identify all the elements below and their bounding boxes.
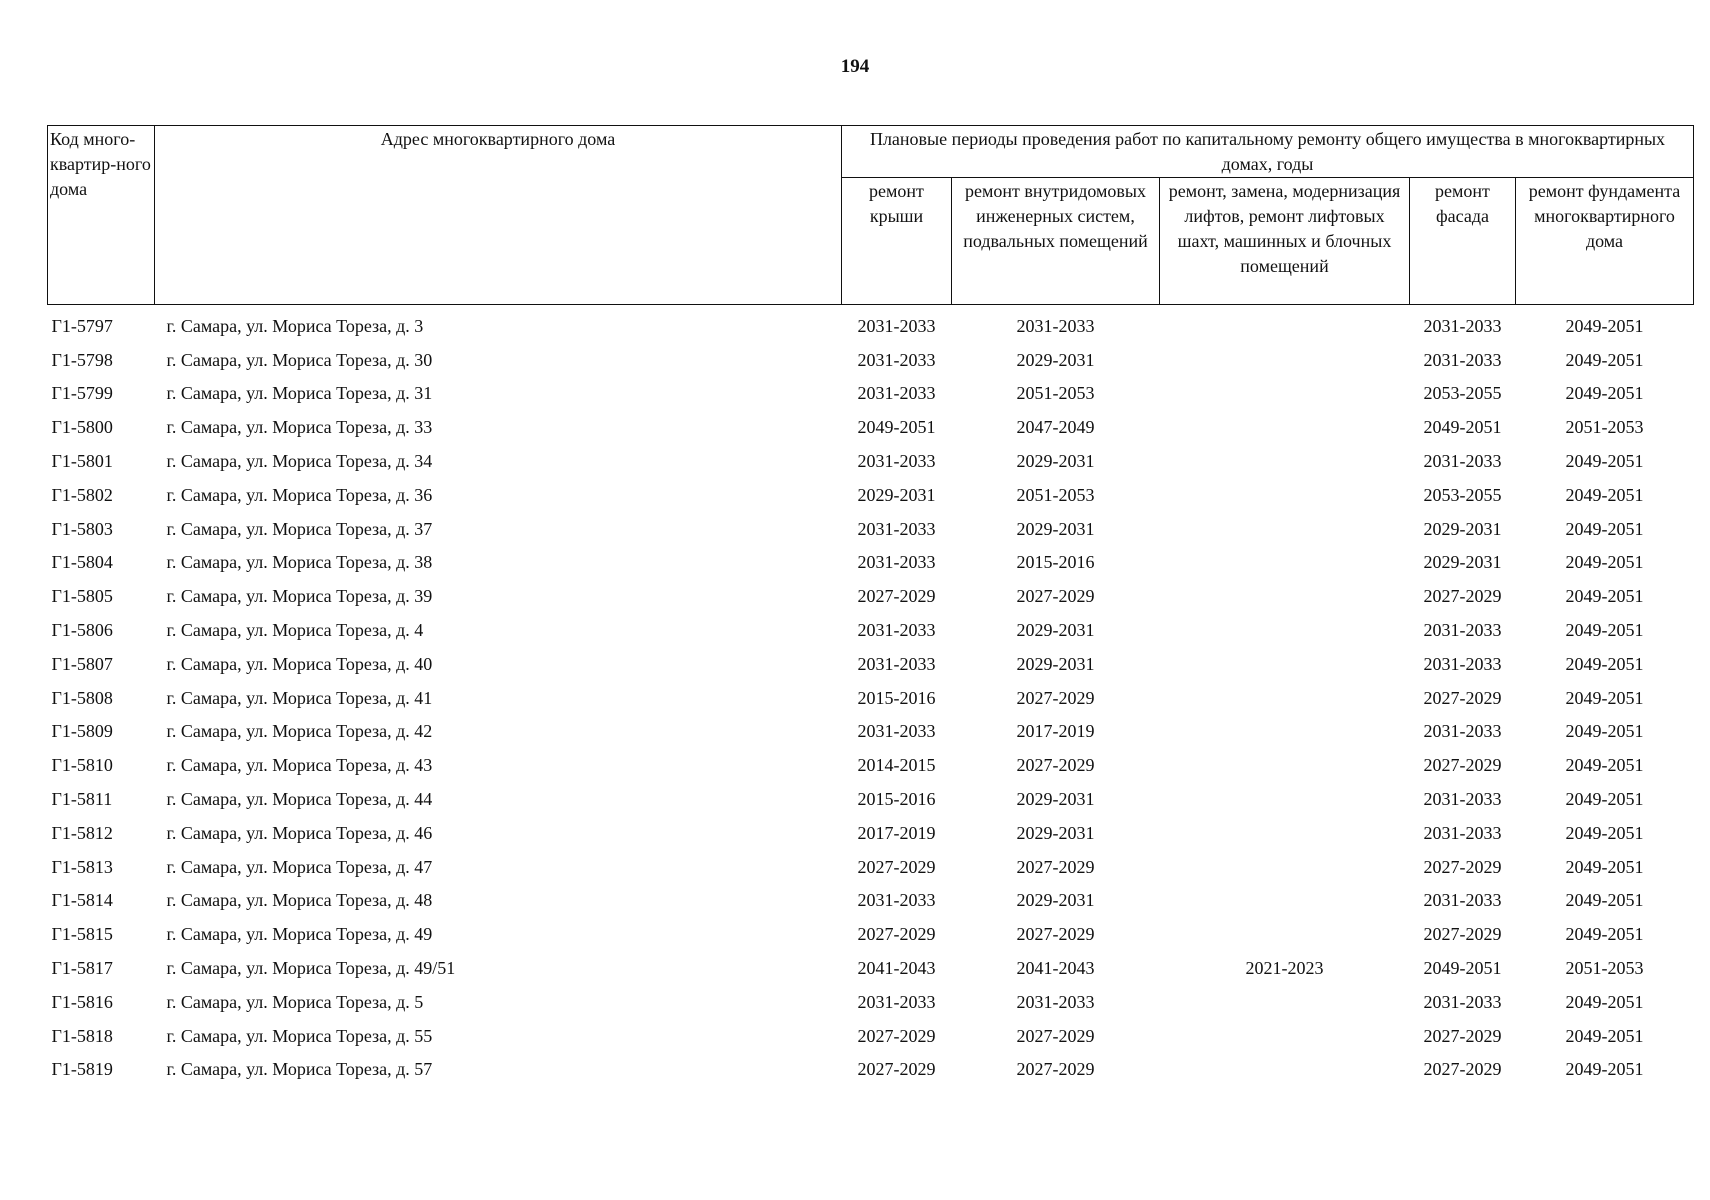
cell-foundation: 2049-2051 <box>1565 924 1644 945</box>
cell-foundation: 2049-2051 <box>1565 1059 1644 1080</box>
cell-engineering: 2047-2049 <box>1016 417 1095 438</box>
cell-address: г. Самара, ул. Мориса Тореза, д. 47 <box>166 856 433 877</box>
table-row <box>48 748 1694 782</box>
table-row <box>48 782 1694 816</box>
cell-code: Г1-5817 <box>51 958 113 979</box>
cell-facade: 2031-2033 <box>1423 620 1502 641</box>
cell-address: г. Самара, ул. Мориса Тореза, д. 44 <box>166 789 433 810</box>
cell-foundation: 2049-2051 <box>1565 991 1644 1012</box>
cell-code: Г1-5803 <box>51 518 113 539</box>
table-body <box>48 305 1694 1087</box>
cell-engineering: 2029-2031 <box>1016 890 1095 911</box>
cell-facade: 2031-2033 <box>1423 822 1502 843</box>
cell-foundation: 2049-2051 <box>1565 315 1644 336</box>
table-row <box>48 410 1694 444</box>
cell-facade: 2027-2029 <box>1423 924 1502 945</box>
cell-foundation: 2049-2051 <box>1565 349 1644 370</box>
cell-elevators <box>1160 343 1410 377</box>
table-row <box>48 546 1694 580</box>
cell-engineering: 2027-2029 <box>1016 687 1095 708</box>
header-code: Код много-квартир-ного дома <box>48 126 155 305</box>
cell-roof: 2017-2019 <box>857 822 936 843</box>
table-row <box>48 951 1694 985</box>
table-row <box>48 512 1694 546</box>
cell-roof: 2031-2033 <box>857 349 936 370</box>
cell-facade: 2027-2029 <box>1423 1059 1502 1080</box>
cell-code: Г1-5816 <box>51 991 113 1012</box>
cell-code: Г1-5819 <box>51 1059 113 1080</box>
cell-foundation: 2049-2051 <box>1565 484 1644 505</box>
cell-elevators <box>1160 1053 1410 1087</box>
cell-engineering: 2029-2031 <box>1016 620 1095 641</box>
cell-engineering: 2027-2029 <box>1016 755 1095 776</box>
cell-code: Г1-5806 <box>51 620 113 641</box>
cell-foundation: 2051-2053 <box>1565 958 1644 979</box>
cell-address: г. Самара, ул. Мориса Тореза, д. 57 <box>166 1059 433 1080</box>
header-address: Адрес многоквартирного дома <box>155 126 842 305</box>
table-row <box>48 985 1694 1019</box>
cell-code: Г1-5805 <box>51 586 113 607</box>
cell-roof: 2029-2031 <box>857 484 936 505</box>
cell-address: г. Самара, ул. Мориса Тореза, д. 40 <box>166 653 433 674</box>
cell-engineering: 2027-2029 <box>1016 1025 1095 1046</box>
cell-facade: 2053-2055 <box>1423 484 1502 505</box>
cell-facade: 2029-2031 <box>1423 518 1502 539</box>
cell-roof: 2015-2016 <box>857 789 936 810</box>
table-row <box>48 1019 1694 1053</box>
table-row <box>48 1053 1694 1087</box>
cell-roof: 2027-2029 <box>857 1059 936 1080</box>
table-row <box>48 884 1694 918</box>
cell-elevators <box>1160 377 1410 411</box>
cell-engineering: 2031-2033 <box>1016 991 1095 1012</box>
cell-code: Г1-5818 <box>51 1025 113 1046</box>
cell-facade: 2031-2033 <box>1423 991 1502 1012</box>
cell-code: Г1-5812 <box>51 822 113 843</box>
cell-engineering: 2029-2031 <box>1016 451 1095 472</box>
header-foundation: ремонт фундамента многоквартирного дома <box>1516 178 1694 305</box>
cell-facade: 2031-2033 <box>1423 890 1502 911</box>
cell-foundation: 2049-2051 <box>1565 451 1644 472</box>
cell-roof: 2031-2033 <box>857 315 936 336</box>
cell-code: Г1-5800 <box>51 417 113 438</box>
table-header <box>48 126 1694 305</box>
cell-elevators <box>1160 1019 1410 1053</box>
cell-code: Г1-5807 <box>51 653 113 674</box>
table-row <box>48 681 1694 715</box>
cell-foundation: 2049-2051 <box>1565 822 1644 843</box>
cell-facade: 2027-2029 <box>1423 856 1502 877</box>
cell-foundation: 2049-2051 <box>1565 1025 1644 1046</box>
cell-foundation: 2049-2051 <box>1565 721 1644 742</box>
cell-address: г. Самара, ул. Мориса Тореза, д. 31 <box>166 383 433 404</box>
cell-facade: 2029-2031 <box>1423 552 1502 573</box>
table-row <box>48 478 1694 512</box>
cell-roof: 2027-2029 <box>857 856 936 877</box>
cell-elevators <box>1160 410 1410 444</box>
cell-address: г. Самара, ул. Мориса Тореза, д. 55 <box>166 1025 433 1046</box>
cell-foundation: 2049-2051 <box>1565 653 1644 674</box>
cell-address: г. Самара, ул. Мориса Тореза, д. 3 <box>166 315 424 336</box>
cell-address: г. Самара, ул. Мориса Тореза, д. 34 <box>166 451 433 472</box>
cell-foundation: 2051-2053 <box>1565 417 1644 438</box>
cell-facade: 2031-2033 <box>1423 451 1502 472</box>
cell-elevators <box>1160 444 1410 478</box>
cell-elevators <box>1160 478 1410 512</box>
cell-facade: 2049-2051 <box>1423 417 1502 438</box>
cell-roof: 2031-2033 <box>857 383 936 404</box>
page-number: 194 <box>840 56 870 77</box>
cell-foundation: 2049-2051 <box>1565 890 1644 911</box>
cell-elevators <box>1160 647 1410 681</box>
cell-engineering: 2029-2031 <box>1016 653 1095 674</box>
cell-elevators <box>1160 681 1410 715</box>
cell-engineering: 2017-2019 <box>1016 721 1095 742</box>
cell-facade: 2031-2033 <box>1423 721 1502 742</box>
repair-schedule-table <box>47 125 1694 1086</box>
table-row <box>48 917 1694 951</box>
cell-engineering: 2029-2031 <box>1016 518 1095 539</box>
cell-address: г. Самара, ул. Мориса Тореза, д. 43 <box>166 755 433 776</box>
cell-facade: 2031-2033 <box>1423 653 1502 674</box>
cell-facade: 2031-2033 <box>1423 349 1502 370</box>
cell-engineering: 2031-2033 <box>1016 315 1095 336</box>
cell-roof: 2027-2029 <box>857 924 936 945</box>
cell-address: г. Самара, ул. Мориса Тореза, д. 41 <box>166 687 433 708</box>
cell-code: Г1-5804 <box>51 552 113 573</box>
cell-engineering: 2029-2031 <box>1016 349 1095 370</box>
cell-elevators <box>1160 748 1410 782</box>
cell-code: Г1-5815 <box>51 924 113 945</box>
cell-facade: 2027-2029 <box>1423 586 1502 607</box>
header-group: Плановые периоды проведения работ по капитальному ремонту общего имущества в многоквартирных домах, годы <box>842 126 1694 178</box>
cell-foundation: 2049-2051 <box>1565 856 1644 877</box>
cell-elevators <box>1160 305 1410 343</box>
repair-schedule-table-wrap <box>47 125 1694 1086</box>
table-row <box>48 579 1694 613</box>
cell-foundation: 2049-2051 <box>1565 518 1644 539</box>
cell-facade: 2053-2055 <box>1423 383 1502 404</box>
table-row <box>48 377 1694 411</box>
cell-code: Г1-5811 <box>51 789 113 810</box>
cell-address: г. Самара, ул. Мориса Тореза, д. 4 <box>166 620 424 641</box>
cell-address: г. Самара, ул. Мориса Тореза, д. 46 <box>166 822 433 843</box>
table-row <box>48 613 1694 647</box>
cell-elevators <box>1160 816 1410 850</box>
cell-engineering: 2027-2029 <box>1016 924 1095 945</box>
cell-foundation: 2049-2051 <box>1565 383 1644 404</box>
cell-elevators <box>1160 613 1410 647</box>
cell-address: г. Самара, ул. Мориса Тореза, д. 5 <box>166 991 424 1012</box>
cell-engineering: 2015-2016 <box>1016 552 1095 573</box>
cell-address: г. Самара, ул. Мориса Тореза, д. 37 <box>166 518 433 539</box>
cell-engineering: 2027-2029 <box>1016 856 1095 877</box>
cell-address: г. Самара, ул. Мориса Тореза, д. 42 <box>166 721 433 742</box>
cell-foundation: 2049-2051 <box>1565 620 1644 641</box>
cell-address: г. Самара, ул. Мориса Тореза, д. 36 <box>166 484 433 505</box>
cell-foundation: 2049-2051 <box>1565 552 1644 573</box>
cell-engineering: 2029-2031 <box>1016 822 1095 843</box>
cell-code: Г1-5799 <box>51 383 113 404</box>
cell-engineering: 2051-2053 <box>1016 484 1095 505</box>
cell-elevators <box>1160 782 1410 816</box>
table-row <box>48 850 1694 884</box>
cell-engineering: 2041-2043 <box>1016 958 1095 979</box>
cell-facade: 2027-2029 <box>1423 687 1502 708</box>
cell-code: Г1-5809 <box>51 721 113 742</box>
cell-code: Г1-5797 <box>51 315 113 336</box>
cell-elevators: 2021-2023 <box>1245 958 1324 979</box>
cell-facade: 2031-2033 <box>1423 789 1502 810</box>
cell-roof: 2014-2015 <box>857 755 936 776</box>
cell-roof: 2031-2033 <box>857 721 936 742</box>
header-facade: ремонт фасада <box>1410 178 1516 305</box>
header-elevators: ремонт, замена, модернизация лифтов, ремонт лифтовых шахт, машинных и блочных помещений <box>1160 178 1410 305</box>
cell-roof: 2031-2033 <box>857 890 936 911</box>
cell-address: г. Самара, ул. Мориса Тореза, д. 49/51 <box>166 958 456 979</box>
cell-roof: 2031-2033 <box>857 518 936 539</box>
table-row <box>48 444 1694 478</box>
cell-code: Г1-5802 <box>51 484 113 505</box>
header-engineering: ремонт внутридомовых инженерных систем, подвальных помещений <box>952 178 1160 305</box>
cell-foundation: 2049-2051 <box>1565 789 1644 810</box>
cell-code: Г1-5813 <box>51 856 113 877</box>
cell-roof: 2031-2033 <box>857 620 936 641</box>
cell-elevators <box>1160 579 1410 613</box>
cell-roof: 2015-2016 <box>857 687 936 708</box>
cell-engineering: 2051-2053 <box>1016 383 1095 404</box>
cell-address: г. Самара, ул. Мориса Тореза, д. 33 <box>166 417 433 438</box>
cell-address: г. Самара, ул. Мориса Тореза, д. 30 <box>166 349 433 370</box>
cell-roof: 2049-2051 <box>857 417 936 438</box>
cell-foundation: 2049-2051 <box>1565 586 1644 607</box>
cell-elevators <box>1160 917 1410 951</box>
cell-engineering: 2027-2029 <box>1016 586 1095 607</box>
table-row <box>48 305 1694 343</box>
cell-engineering: 2027-2029 <box>1016 1059 1095 1080</box>
cell-elevators <box>1160 985 1410 1019</box>
cell-code: Г1-5814 <box>51 890 113 911</box>
cell-roof: 2031-2033 <box>857 653 936 674</box>
cell-address: г. Самара, ул. Мориса Тореза, д. 38 <box>166 552 433 573</box>
table-row <box>48 647 1694 681</box>
cell-code: Г1-5798 <box>51 349 113 370</box>
cell-roof: 2027-2029 <box>857 1025 936 1046</box>
table-row <box>48 715 1694 749</box>
cell-elevators <box>1160 884 1410 918</box>
cell-foundation: 2049-2051 <box>1565 755 1644 776</box>
cell-code: Г1-5810 <box>51 755 113 776</box>
cell-roof: 2041-2043 <box>857 958 936 979</box>
cell-address: г. Самара, ул. Мориса Тореза, д. 39 <box>166 586 433 607</box>
cell-address: г. Самара, ул. Мориса Тореза, д. 49 <box>166 924 433 945</box>
cell-facade: 2027-2029 <box>1423 1025 1502 1046</box>
cell-roof: 2031-2033 <box>857 451 936 472</box>
cell-elevators <box>1160 512 1410 546</box>
header-roof: ремонт крыши <box>842 178 952 305</box>
cell-roof: 2031-2033 <box>857 552 936 573</box>
cell-elevators <box>1160 850 1410 884</box>
cell-roof: 2027-2029 <box>857 586 936 607</box>
cell-foundation: 2049-2051 <box>1565 687 1644 708</box>
cell-facade: 2027-2029 <box>1423 755 1502 776</box>
cell-roof: 2031-2033 <box>857 991 936 1012</box>
cell-elevators <box>1160 546 1410 580</box>
cell-facade: 2049-2051 <box>1423 958 1502 979</box>
cell-facade: 2031-2033 <box>1423 315 1502 336</box>
cell-elevators <box>1160 715 1410 749</box>
table-row <box>48 816 1694 850</box>
cell-code: Г1-5801 <box>51 451 113 472</box>
cell-address: г. Самара, ул. Мориса Тореза, д. 48 <box>166 890 433 911</box>
table-row <box>48 343 1694 377</box>
cell-code: Г1-5808 <box>51 687 113 708</box>
cell-engineering: 2029-2031 <box>1016 789 1095 810</box>
